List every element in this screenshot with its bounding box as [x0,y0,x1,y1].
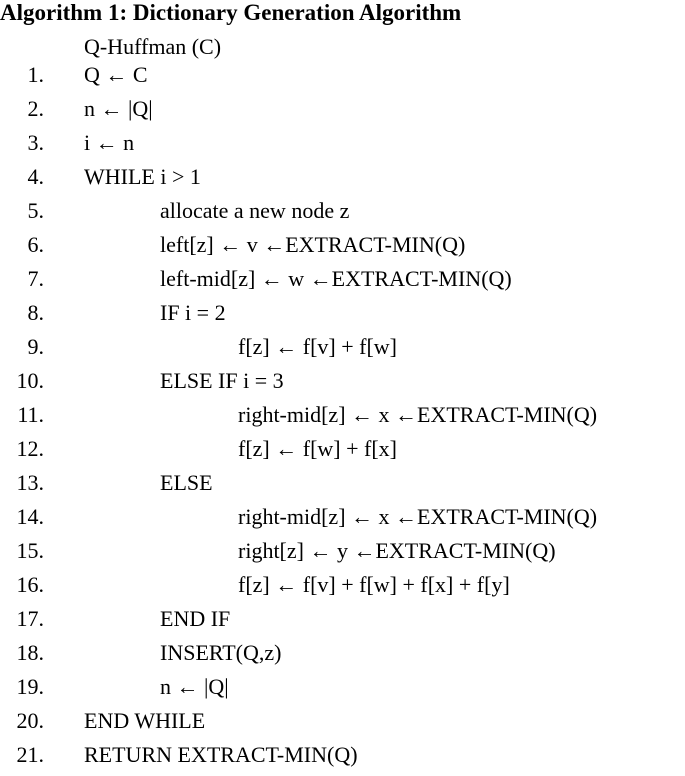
line-number: 2. [27,96,44,121]
algorithm-line [0,470,685,504]
line-code: RETURN EXTRACT-MIN(Q) [84,742,358,767]
line-code: END WHILE [84,708,206,733]
line-code: IF i = 2 [160,300,226,325]
line-code: allocate a new node z [160,198,350,223]
line-code: END IF [160,606,231,631]
algorithm-line [0,708,685,742]
line-code: f[z] ← f[v] + f[w] [238,334,397,359]
algorithm-line [0,504,685,538]
line-code: ELSE [160,470,213,495]
line-code: WHILE i > 1 [84,164,201,189]
line-code: right-mid[z] ← x ←EXTRACT-MIN(Q) [238,504,598,529]
line-code: n ← |Q| [160,674,229,699]
line-number: 15. [16,538,44,563]
line-number: 21. [16,742,44,767]
algorithm-line [0,674,685,708]
algorithm-line [0,164,685,198]
algorithm-line [0,572,685,606]
algorithm-line [0,266,685,300]
algorithm-line [0,300,685,334]
line-number: 20. [16,708,44,733]
line-number: 11. [17,402,44,427]
line-code: right[z] ← y ←EXTRACT-MIN(Q) [238,538,556,563]
line-code: left-mid[z] ← w ←EXTRACT-MIN(Q) [160,266,512,291]
line-number: 14. [16,504,44,529]
algorithm-line [0,232,685,266]
line-code: ELSE IF i = 3 [160,368,284,393]
line-code: Q ← C [84,62,148,87]
line-number: 3. [27,130,44,155]
line-code: i ← n [84,130,135,155]
line-code: n ← |Q| [84,96,153,121]
algorithm-line [0,62,685,96]
algorithm-line [0,640,685,674]
line-code: f[z] ← f[w] + f[x] [238,436,397,461]
line-code: INSERT(Q,z) [160,640,282,665]
algorithm-line [0,606,685,640]
algorithm-line [0,198,685,232]
line-number: 7. [27,266,44,291]
algorithm-line [0,742,685,776]
algorithm-line [0,436,685,470]
line-number: 10. [16,368,44,393]
line-number: 19. [16,674,44,699]
procedure-header: Q-Huffman (C) [84,34,222,59]
line-number: 5. [27,198,44,223]
line-number: 13. [16,470,44,495]
line-number: 16. [16,572,44,597]
line-number: 17. [16,606,44,631]
algorithm-line [0,368,685,402]
algorithm-line [0,130,685,164]
line-code: right-mid[z] ← x ←EXTRACT-MIN(Q) [238,402,598,427]
algorithm-line [0,538,685,572]
line-code: f[z] ← f[v] + f[w] + f[x] + f[y] [238,572,510,597]
algorithm-title: Algorithm 1: Dictionary Generation Algorithm [0,0,462,25]
line-number: 6. [27,232,44,257]
line-number: 1. [27,62,44,87]
line-number: 4. [27,164,44,189]
algorithm-line [0,402,685,436]
line-number: 18. [16,640,44,665]
line-number: 8. [27,300,44,325]
line-code: left[z] ← v ←EXTRACT-MIN(Q) [160,232,466,257]
line-number: 12. [16,436,44,461]
algorithm-line [0,96,685,130]
line-number: 9. [27,334,44,359]
algorithm-line [0,334,685,368]
